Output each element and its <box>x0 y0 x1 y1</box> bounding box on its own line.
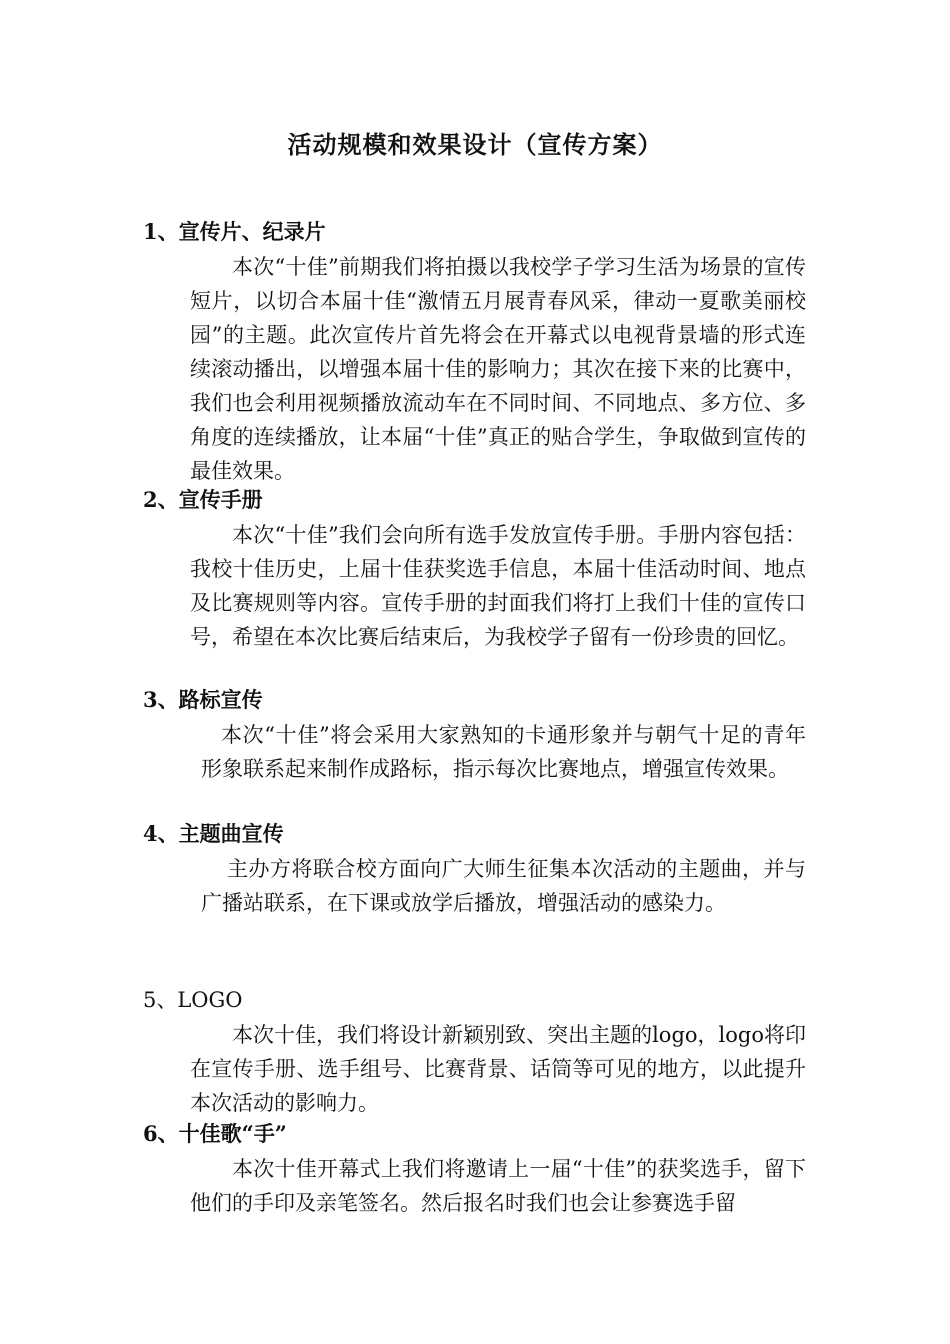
section-body-brochure: 本次“十佳”我们会向所有选手发放宣传手册。手册内容包括：我校十佳历史，上届十佳获奖选手信息，本届十佳活动时间、地点及比赛规则等内容。宣传手册的封面我们将打上我们十佳的宣传口号，希望在本次比赛后结束后，为我校学子留有一份珍贵的回忆。 <box>190 523 806 649</box>
section-body-logo: 本次十佳，我们将设计新颖别致、突出主题的logo，logo将印在宣传手册、选手组号、比赛背景、话筒等可见的地方，以此提升本次活动的影响力。 <box>190 1023 806 1115</box>
section-body-singer-hands: 本次十佳开幕式上我们将邀请上一届“十佳”的获奖选手，留下他们的手印及亲笔签名。然后报名时我们也会让参赛选手留 <box>190 1157 806 1215</box>
section-heading-signpost: 3、路标宣传 <box>143 687 263 712</box>
section-heading-theme-song: 4、主题曲宣传 <box>143 821 284 846</box>
section-heading-promo-video: 1、宣传片、纪录片 <box>143 219 326 244</box>
section-body-signpost: 本次“十佳”将会采用大家熟知的卡通形象并与朝气十足的青年形象联系起来制作成路标，指示每次比赛地点，增强宣传效果。 <box>201 723 806 781</box>
document-title: 活动规模和效果设计（宣传方案） <box>287 130 663 159</box>
section-heading-singer-hands: 6、十佳歌“手” <box>143 1121 287 1146</box>
section-heading-logo: 5、LOGO <box>143 988 243 1012</box>
section-heading-brochure: 2、宣传手册 <box>143 487 263 512</box>
section-body-theme-song: 主办方将联合校方面向广大师生征集本次活动的主题曲，并与广播站联系，在下课或放学后播放，增强活动的感染力。 <box>201 857 806 915</box>
section-body-promo-video: 本次“十佳”前期我们将拍摄以我校学子学习生活为场景的宣传短片，以切合本届十佳“激情五月展青春风采，律动一夏歌美丽校园”的主题。此次宣传片首先将会在开幕式以电视背景墙的形式连续滚动播出，以增强本届十佳的影响力；其次在接下来的比赛中，我们也会利用视频播放流动车在不同时间、不同地点、多方位、多角度的连续播放，让本届“十佳”真正的贴合学生，争取做到宣传的最佳效果。 <box>190 255 806 483</box>
